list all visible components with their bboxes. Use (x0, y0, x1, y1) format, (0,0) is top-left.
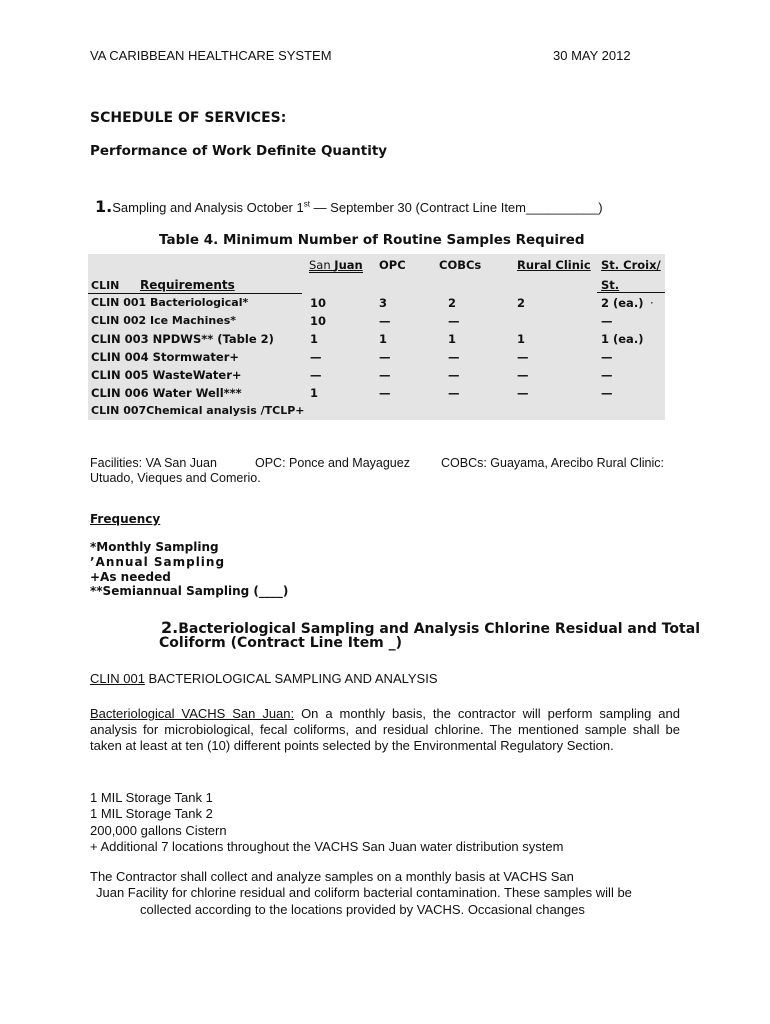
table-cell-stc: — (601, 386, 613, 400)
table-cell-opc: — (379, 314, 391, 328)
table-cell-sj: — (310, 350, 322, 364)
table-cell-cobcs: — (448, 368, 460, 382)
facilities-rural: Utuado, Vieques and Comerio. (90, 471, 261, 485)
list-item: 1 MIL Storage Tank 1 (90, 790, 213, 805)
frequency-item: **Semiannual Sampling (____) (90, 584, 289, 598)
table-cell-cobcs: — (448, 386, 460, 400)
table-cell-sj: 10 (310, 314, 327, 328)
table-cell-sj: 10 (310, 296, 327, 310)
item1-sup: st (303, 199, 310, 209)
col-header-rural-clinic: Rural Clinic (517, 258, 591, 272)
col-header-requirements: Requirements (140, 278, 235, 292)
table-cell-opc: 1 (379, 332, 388, 346)
table-cell-cobcs: — (448, 350, 460, 364)
table-cell-opc: — (379, 368, 391, 382)
final-line-1: The Contractor shall collect and analyze samples on a monthly basis at VACHS San (90, 869, 574, 884)
item1-line (95, 197, 603, 216)
facilities-san-juan: Facilities: VA San Juan (90, 456, 217, 470)
final-line-2: Juan Facility for chlorine residual and coliform bacterial contamination. These samples will be (96, 885, 632, 900)
table-cell-rural: — (517, 386, 529, 400)
clin001-title: BACTERIOLOGICAL SAMPLING AND ANALYSIS (144, 671, 438, 686)
table-cell-stc: 1 (ea.) (601, 332, 644, 346)
table-row-label: CLIN 003 NPDWS** (Table 2) (91, 332, 274, 346)
clin001-heading (90, 671, 438, 686)
facilities-opc: OPC: Ponce and Mayaguez (255, 456, 410, 470)
table-cell-sj: 1 (310, 332, 319, 346)
table-row-label: CLIN 006 Water Well*** (91, 386, 242, 400)
col-header-st-croix-2: St. (601, 278, 620, 292)
frequency-item: *Monthly Sampling (90, 540, 219, 554)
table-cell-rural: — (517, 350, 529, 364)
item1-number: 1. (95, 197, 113, 216)
table-cell-stc: — (601, 368, 613, 382)
schedule-subtitle: Performance of Work Definite Quantity (90, 143, 388, 159)
table-row-label: CLIN 005 WasteWater+ (91, 368, 242, 382)
table-row-label: CLIN 007Chemical analysis /TCLP+ (91, 404, 305, 417)
header-date: 30 MAY 2012 (553, 48, 631, 63)
table-header-rule-sj (309, 272, 363, 273)
table-cell-rural: — (517, 368, 529, 382)
table-cell-stc: 2 (ea.) (601, 296, 644, 310)
table-cell-stc: — (601, 314, 613, 328)
item1-text-a: Sampling and Analysis October 1 (112, 200, 304, 215)
table-cell-sj: 1 (310, 386, 319, 400)
bact-label: Bacteriological VACHS San Juan: (90, 706, 295, 721)
table-cell-sj: — (310, 368, 322, 382)
item1-text-b: — September 30 (Contract Line Item__________) (309, 200, 603, 215)
list-item: 200,000 gallons Cistern (90, 823, 227, 838)
table-cell-mark: · (650, 296, 654, 310)
table-cell-cobcs: 1 (448, 332, 457, 346)
table-cell-rural: 2 (517, 296, 526, 310)
table-row-label: CLIN 001 Bacteriological* (91, 296, 249, 309)
col-header-opc: OPC (379, 258, 406, 272)
table-header-rule (88, 293, 302, 294)
table-row-label: CLIN 002 Ice Machines* (91, 314, 236, 327)
table-cell-cobcs: — (448, 314, 460, 328)
list-item: 1 MIL Storage Tank 2 (90, 806, 213, 821)
frequency-item: ’Annual Sampling (90, 555, 226, 569)
table-cell-rural: 1 (517, 332, 526, 346)
frequency-item: +As needed (90, 570, 171, 584)
table-cell-opc: — (379, 350, 391, 364)
table-caption: Table 4. Minimum Number of Routine Samples Required (159, 232, 585, 248)
table-cell-opc: — (379, 386, 391, 400)
table-cell-stc: — (601, 350, 613, 364)
table-cell-cobcs: 2 (448, 296, 457, 310)
clin001-code: CLIN 001 (90, 671, 145, 686)
facilities-cobcs: COBCs: Guayama, Arecibo Rural Clinic: (441, 456, 664, 470)
col-header-clin: CLIN (91, 279, 120, 292)
final-line-3: collected according to the locations provided by VACHS. Occasional changes (140, 902, 585, 917)
col-header-cobcs: COBCs (439, 258, 482, 272)
table-cell-opc: 3 (379, 296, 388, 310)
table-row-label: CLIN 004 Stormwater+ (91, 350, 240, 364)
table-header-rule-stc (597, 292, 665, 293)
item2-line2: Coliform (Contract Line Item _) (159, 635, 403, 651)
col-header-st-croix: St. Croix/ (601, 258, 661, 272)
header-org: VA CARIBBEAN HEALTHCARE SYSTEM (90, 48, 332, 63)
col-header-san-juan: San Juan (309, 258, 363, 272)
list-item: + Additional 7 locations throughout the VACHS San Juan water distribution system (90, 839, 564, 854)
item2-number: 2. (161, 618, 179, 637)
schedule-title: SCHEDULE OF SERVICES: (90, 110, 287, 126)
frequency-heading: Frequency (90, 512, 161, 526)
item2-title: Bacteriological Sampling and Analysis Chlorine Residual and Total (178, 621, 700, 637)
bact-text: On a monthly basis, the contractor will perform sampling and analysis for microbiological, fecal coliforms, and residual chlorine. The mentioned sample shall be taken at least at ten (10) different points selected by the Environmental Regulatory Section. (90, 706, 680, 753)
bacteriological-paragraph (90, 706, 680, 754)
